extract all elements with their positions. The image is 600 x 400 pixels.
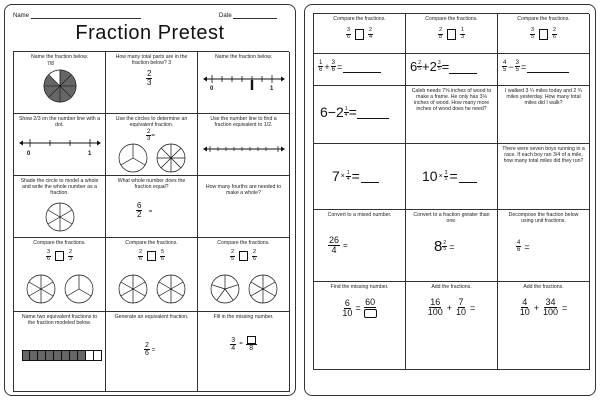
circle-sixths <box>44 201 76 233</box>
question-cell: 7 × $\frac{1}{4}$ = <box>314 144 406 210</box>
left-question-grid <box>13 51 289 392</box>
compare-answer-box[interactable] <box>355 29 364 40</box>
circle-pair <box>208 273 280 305</box>
circle-pair <box>24 273 96 305</box>
date-line: Date <box>219 13 277 19</box>
question-cell: Convert to a mixed number. $\frac{26}{4}$ = <box>314 210 406 282</box>
name-line: Name <box>13 13 141 19</box>
compare-answer-box[interactable] <box>447 29 456 40</box>
missing-number-box[interactable] <box>247 336 256 344</box>
answer-blank[interactable] <box>459 169 477 183</box>
question-cell: Find the missing number. $\frac{6}{10}$ = 60 <box>314 282 406 370</box>
question-cell: There were seven boys running in a race. If each boy ran 3/4 of a mile, how many total miles did they run? <box>498 144 590 210</box>
question-cell: What whole number does the fraction equal? $\frac{6}{2}$ = <box>106 176 198 238</box>
question-cell: Name the fraction below. 7/8 <box>14 52 106 114</box>
question-cell: Caleb needs 7⅝ inches of wood to make a frame. He only has 3⅛ inches of wood. How many more inches of wood does he need? <box>406 86 498 144</box>
answer-blank[interactable] <box>449 60 477 74</box>
answer-blank[interactable] <box>343 61 381 73</box>
question-cell: Fill in the missing number. $\frac{3}{4}$ = 8 <box>198 312 290 392</box>
number-line-blank <box>202 142 286 156</box>
question-cell: Compare the fractions. $\frac{3}{5}$ $\frac{2}{6}$ <box>498 14 590 54</box>
question-cell: Name the fraction below. 0 1 <box>198 52 290 114</box>
page-title: Fraction Pretest <box>75 22 225 44</box>
question-cell: Compare the fractions. $\frac{2}{5}$ $\frac{2}{6}$ <box>198 238 290 312</box>
fraction-bar-model <box>22 350 102 361</box>
question-cell: Compare the fractions. $\frac{3}{6}$ $\frac{2}{3}$ <box>14 238 106 312</box>
circle-pair <box>116 142 188 174</box>
question-cell: How many fourths are needed to make a whole? <box>198 176 290 238</box>
question-cell: $\frac{4}{5}$ − $\frac{3}{5}$ = <box>498 54 590 86</box>
worksheet-page-left <box>4 4 296 396</box>
question-cell: Name two equivalent fractions to the fraction modeled below. <box>14 312 106 392</box>
circle-pair <box>116 273 188 305</box>
question-cell: 10 × $\frac{3}{5}$ = <box>406 144 498 210</box>
question-cell: Use the number line to find a fraction equivalent to 1/2. <box>198 114 290 176</box>
question-cell: 6 $\frac{2}{5}$ + 2 $\frac{3}{5}$ = <box>406 54 498 86</box>
question-cell: Decompose the fraction below using unit fractions. $\frac{4}{6}$ = <box>498 210 590 282</box>
question-cell: Compare the fractions. $\frac{2}{6}$ $\frac{5}{6}$ <box>106 238 198 312</box>
question-cell: Add the fractions. $\frac{4}{10}$ + $\frac{34}{100}$ = <box>498 282 590 370</box>
question-cell: Use the circles to determine an equivalent fraction. $\frac{2}{3}$ = <box>106 114 198 176</box>
right-question-grid <box>313 13 589 370</box>
question-cell: Add the fractions. $\frac{16}{100}$ + $\frac{7}{10}$ = <box>406 282 498 370</box>
missing-number-box[interactable] <box>364 309 377 318</box>
compare-answer-box[interactable] <box>539 29 548 40</box>
question-cell: Show 2/3 on the number line with a dot. 0 1 <box>14 114 106 176</box>
question-cell: Compare the fractions. $\frac{2}{8}$ $\frac{1}{3}$ <box>406 14 498 54</box>
answer-blank[interactable] <box>361 169 379 183</box>
question-cell: $\frac{1}{6}$ + $\frac{3}{6}$ = <box>314 54 406 86</box>
question-cell: How many total parts are in the fraction below? 3 $\frac{2}{3}$ <box>106 52 198 114</box>
number-line-thirds <box>18 136 102 150</box>
question-cell: Compare the fractions. $\frac{3}{6}$ $\frac{2}{4}$ <box>314 14 406 54</box>
number-line-arrow <box>202 64 286 94</box>
question-cell: 6 − 2 $\frac{1}{4}$ = <box>314 86 406 144</box>
shaded-circle-eighths <box>42 68 78 104</box>
question-cell: Generate an equivalent fraction. $\frac{2}{6}$ = <box>106 312 198 392</box>
answer-blank[interactable] <box>527 61 569 73</box>
question-cell: Convert to a fraction greater than one. 8 $\frac{2}{5}$ = <box>406 210 498 282</box>
compare-answer-box[interactable] <box>239 251 248 261</box>
answer-blank[interactable] <box>357 105 389 119</box>
question-cell: I walked 3 ¼ miles today and 2 ¾ miles yesterday. How many total miles did I walk? <box>498 86 590 144</box>
compare-answer-box[interactable] <box>55 251 64 261</box>
compare-answer-box[interactable] <box>147 251 156 261</box>
question-cell: Shade the circle to model a whole and write the whole number as a fraction. <box>14 176 106 238</box>
worksheet-page-right <box>304 4 596 396</box>
